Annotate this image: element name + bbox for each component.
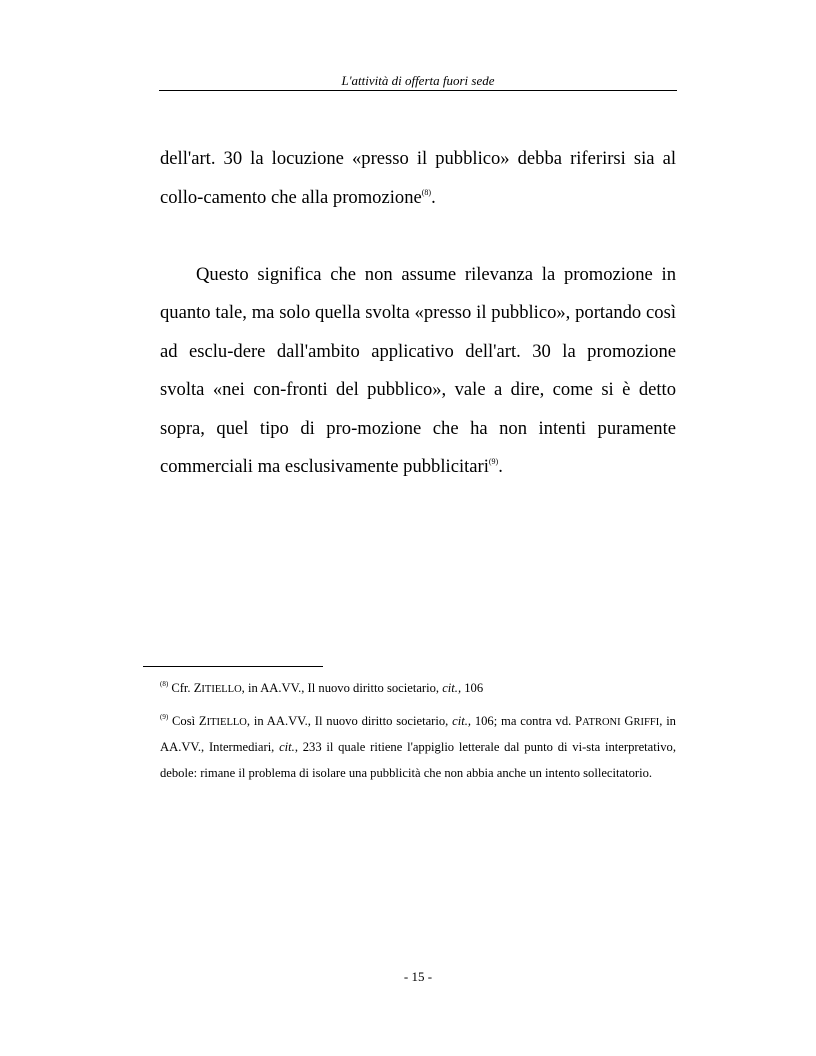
footnotes	[160, 676, 676, 786]
footnote-rule	[143, 666, 323, 667]
running-header: L'attività di offerta fuori sede	[341, 73, 495, 88]
footnote-9-cit: cit.,	[452, 713, 472, 728]
paragraph-1	[160, 140, 676, 217]
footnote-8-source: , in AA.VV., Il nuovo diritto societario,	[241, 681, 443, 695]
footnote-9-author2-g: G	[620, 713, 634, 728]
footnote-9-pre: Così Z	[172, 713, 207, 728]
footnote-8-author: ITIELLO	[201, 684, 242, 695]
footnote-9-cit2: cit.	[279, 740, 295, 754]
footnote-9-source: , in AA.VV., Il nuovo diritto societario,	[246, 713, 453, 728]
page-number: - 15 -	[403, 969, 433, 984]
footnote-ref-9[interactable]: (9)	[488, 457, 499, 466]
footnote-8-marker: (8)	[160, 680, 169, 688]
footnote-9-author2-last: RIFFI	[633, 716, 660, 728]
footnote-ref-8[interactable]: (8)	[421, 187, 432, 197]
main-body	[160, 140, 676, 487]
footnote-9-author2-first: ATRONI	[582, 716, 621, 728]
footnote-9-text: , 233 il quale ritiene l'appiglio letterale dal punto di vi-sta interpretativo, debole: rimane il problema di isolare una pubblicità che non abbia anche un intento sollecitatorio.	[160, 740, 676, 780]
footnote-9-contra: 106; ma contra vd. P	[471, 713, 583, 728]
footnote-8-page: 106	[461, 681, 484, 695]
footnote-8-cit: cit.,	[442, 681, 462, 695]
footnote-8	[160, 676, 676, 703]
footnote-9-marker: (9)	[160, 712, 169, 721]
paragraph-2	[160, 256, 676, 487]
footnote-9	[160, 709, 676, 787]
paragraph-1-text: dell'art. 30 la locuzione «presso il pubblico» debba riferirsi sia al collo-camento che alla promozione	[160, 148, 676, 208]
footnote-8-pre: Cfr. Z	[171, 681, 202, 695]
header-rule	[159, 90, 677, 91]
paragraph-1-end: .	[431, 186, 436, 208]
paragraph-2-text: Questo significa che non assume rilevanza la promozione in quanto tale, ma solo quella svolta «presso il pubblico», portando così ad esclu-dere dall'ambito applicativo dell'art. 30 la promozione svolta «nei con-fronti del pubblico», vale a dire, come si è detto sopra, quel tipo di pro-mozione che ha non intenti puramente commerciali ma esclusivamente pubblicitari	[160, 263, 676, 477]
footnote-9-author: ITIELLO	[206, 716, 247, 728]
footnote-9-source2: , in AA.VV., Intermediari,	[160, 713, 676, 754]
paragraph-2-end: .	[498, 456, 503, 477]
